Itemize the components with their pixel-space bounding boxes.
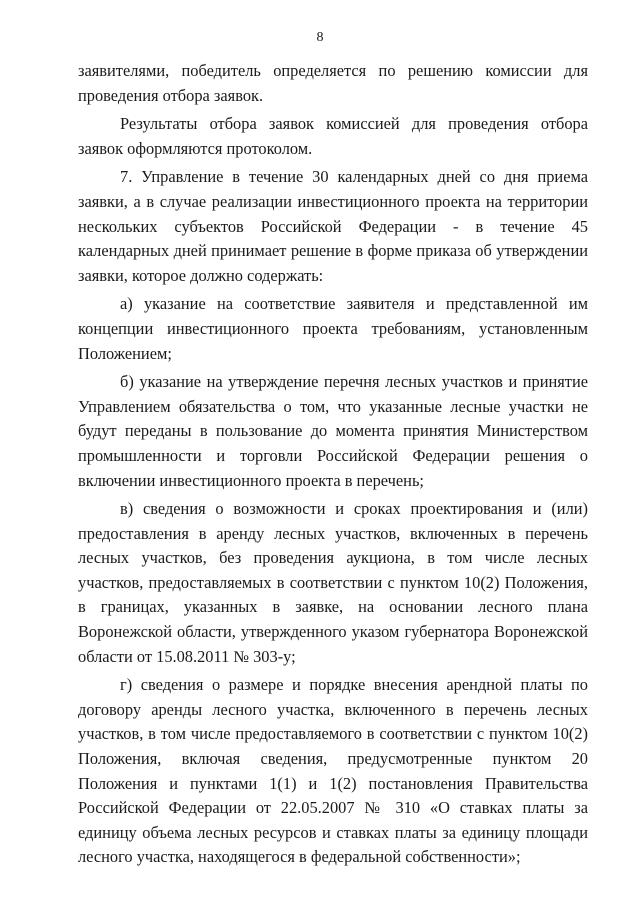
- document-body: [78, 59, 588, 870]
- paragraph-subitem-v: в) сведения о возможности и сроках проектирования и (или) предоставления в аренду лесных участков, включенных в перечень лесных участков, без проведения аукциона, в том числе лесных участков, предоставляемых в соответствии с пунктом 10(2) Положения, в границах, указанных в заявке, на основании лесного плана Воронежской области, утвержденного указом губернатора Воронежской области от 15.08.2011 № 303-у;: [78, 499, 588, 666]
- paragraph-subitem-a: а) указание на соответствие заявителя и представленной им концепции инвестиционного проекта требованиям, установленным Положением;: [78, 294, 588, 363]
- page-number: 8: [316, 30, 324, 45]
- paragraph-item-7: 7. Управление в течение 30 календарных дней со дня приема заявки, а в случае реализации инвестиционного проекта на территории нескольких субъектов Российской Федерации - в течение 45 календарных дней принимает решение в форме приказа об утверждении заявки, которое должно содержать:: [78, 167, 588, 285]
- paragraph-results: Результаты отбора заявок комиссией для проведения отбора заявок оформляются протоколом.: [78, 114, 588, 158]
- paragraph-subitem-b: б) указание на утверждение перечня лесных участков и принятие Управлением обязательства о том, что указанные лесные участки не будут переданы в пользование до момента принятия Министерством промышленности и торговли Российской Федерации решения о включении инвестиционного проекта в перечень;: [78, 372, 588, 490]
- paragraph-continuation: заявителями, победитель определяется по решению комиссии для проведения отбора заявок.: [78, 61, 588, 105]
- paragraph-subitem-g: г) сведения о размере и порядке внесения арендной платы по договору аренды лесного участка, включенного в перечень лесных участков, в том числе предоставляемого в соответствии с пунктом 10(2) Положения, включая сведения, предусмотренные пунктом 20 Положения и пунктами 1(1) и 1(2) постановления Правительства Российской Федерации от 22.05.2007 № 310 «О ставках платы за единицу объема лесных ресурсов и ставках платы за единицу площади лесного участка, находящегося в федеральной собственности»;: [78, 675, 588, 867]
